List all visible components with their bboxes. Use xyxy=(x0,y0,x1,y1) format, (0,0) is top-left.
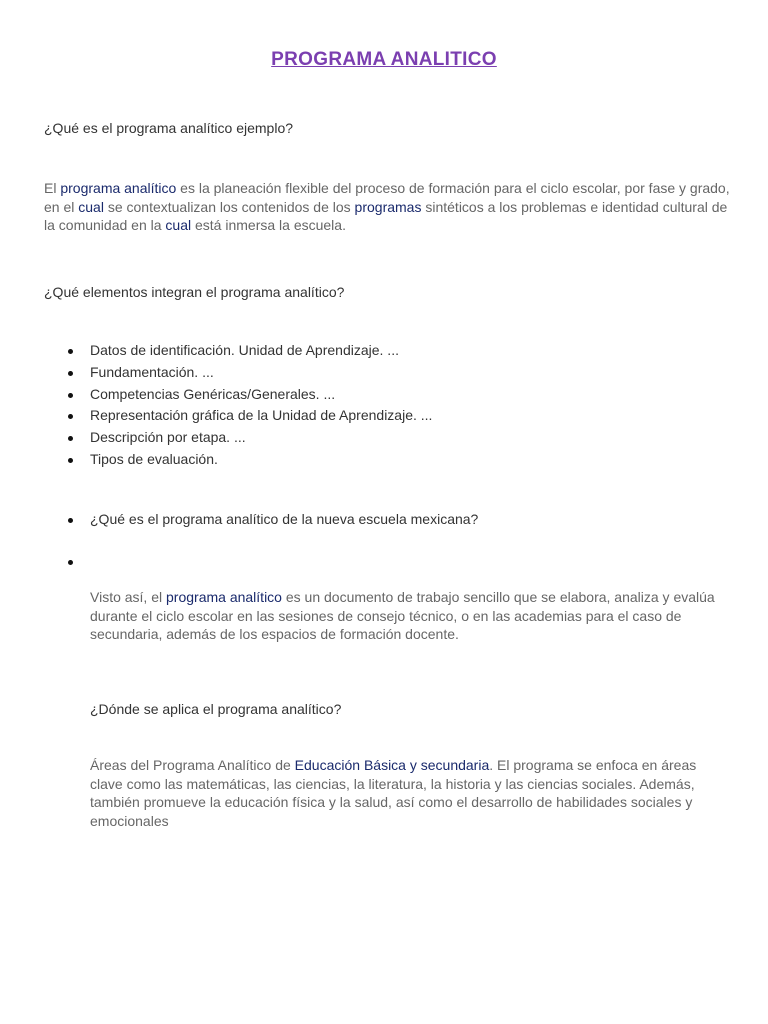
list-item: Fundamentación. ... xyxy=(0,362,432,384)
keyword-link[interactable]: Educación Básica y secundaria xyxy=(294,757,490,773)
list-item: Datos de identificación. Unidad de Aprendizaje. ... xyxy=(0,340,432,362)
text-segment: es la planeación flexible del proceso de formación para el ciclo escolar, por fase y grado, en el xyxy=(44,180,730,215)
page-title: PROGRAMA ANALITICO xyxy=(271,49,497,70)
paragraph-definition xyxy=(44,179,734,235)
keyword-link[interactable]: programa analítico xyxy=(60,180,177,196)
text-segment: sintéticos a los problemas e identidad cultural de la comunidad en la xyxy=(44,198,728,233)
keyword-link[interactable]: cual xyxy=(78,198,104,215)
paragraph-visto-asi xyxy=(90,588,730,644)
paragraph-areas xyxy=(90,756,730,830)
list-item: Competencias Genéricas/Generales. ... xyxy=(0,384,432,406)
keyword-link[interactable]: programa analítico xyxy=(166,589,282,605)
list-item: Representación gráfica de la Unidad de Aprendizaje. ... xyxy=(0,405,432,427)
question-what-is: ¿Qué es el programa analítico ejemplo? xyxy=(44,120,294,136)
nem-list xyxy=(0,509,478,531)
text-segment: . El programa se enfoca en áreas clave como las matemáticas, las ciencias, la literatura, la historia y las ciencias sociales. Además, también promueve la educación física y la salud, así como el desarrollo de habilidades sociales y emocionales xyxy=(90,757,697,829)
list-item: Descripción por etapa. ... xyxy=(0,427,432,449)
keyword-link[interactable]: cual xyxy=(165,217,192,233)
text-segment: es un documento de trabajo sencillo que se elabora, analiza y evalúa durante el ciclo escolar en las sesiones de consejo técnico, o en las academias para el caso de secundaria, además de los espacios de formación docente. xyxy=(90,589,715,642)
elements-list xyxy=(0,340,432,471)
list-item: Tipos de evaluación. xyxy=(0,449,432,471)
question-elements: ¿Qué elementos integran el programa analítico? xyxy=(44,284,345,300)
keyword-link[interactable]: programas xyxy=(354,198,422,215)
text-segment: Visto así, el xyxy=(90,589,167,605)
text-segment: está inmersa la escuela. xyxy=(191,217,346,233)
text-segment: El xyxy=(44,180,61,196)
list-item: ¿Qué es el programa analítico de la nueva escuela mexicana? xyxy=(0,509,478,531)
question-where: ¿Dónde se aplica el programa analítico? xyxy=(90,701,342,717)
text-segment: se contextualizan los contenidos de los xyxy=(103,198,355,215)
text-segment: Áreas del Programa Analítico de xyxy=(90,757,295,773)
